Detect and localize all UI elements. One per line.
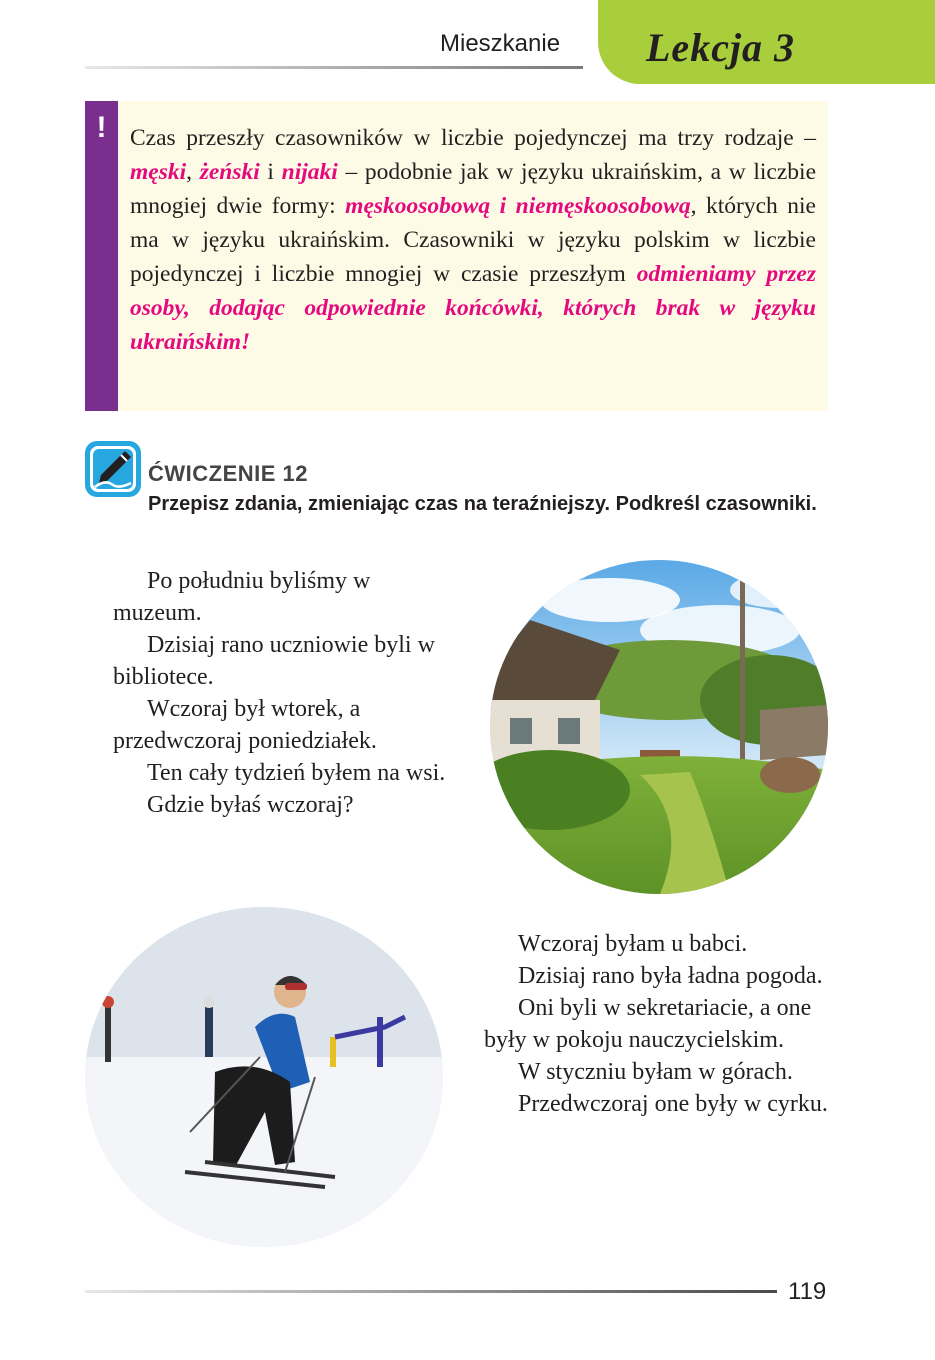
sentence: W styczniu byłam w górach. (518, 1059, 793, 1085)
sentence: Dzisiaj rano uczniowie byli w bibliotece. (113, 632, 435, 690)
sentence: Oni byli w sekretariacie, a one były w pokoju nauczycielskim. (484, 995, 812, 1053)
rule-text-part: , których nie ma w języku ukraińskim. Czasowniki w języku polskim w liczbie pojedynczej i liczbie mnogiej w czasie przeszłym (130, 193, 816, 287)
sentence: Dzisiaj rano była ładna pogoda. (518, 963, 823, 989)
section-title: Mieszkanie (440, 30, 561, 57)
page-number: 119 (788, 1278, 827, 1305)
sentence: Gdzie byłaś wczoraj? (147, 792, 354, 818)
lesson-title: Lekcja 3 (646, 25, 796, 70)
rule-highlight-masculine: męski (130, 159, 187, 185)
sentences-right (484, 928, 829, 1120)
sentence: Wczoraj był wtorek, a przedwczoraj poniedziałek. (113, 696, 377, 754)
rule-text-part: – podobnie jak w języku ukraińskim, a w liczbie mnogiej dwie formy: (130, 159, 816, 219)
village-photo (490, 560, 828, 894)
lesson-tab (598, 0, 935, 84)
exercise-title: ĆWICZENIE 12 (148, 461, 309, 486)
sentences-left (113, 565, 448, 821)
grammar-rule-box (85, 101, 828, 411)
rule-text-part: i (259, 159, 282, 185)
header-divider (85, 66, 583, 69)
pen-icon (85, 441, 141, 497)
sentence: Przedwczoraj one były w cyrku. (518, 1091, 828, 1117)
sentence: Po południu byliśmy w muzeum. (113, 568, 371, 626)
rule-highlight-plural-forms: męskoosobową i niemęskoosobową (345, 193, 691, 219)
exercise-instruction: Przepisz zdania, zmieniając czas na teraźniejszy. Podkreśl czasowniki. (148, 493, 817, 515)
sentence: Ten cały tydzień byłem na wsi. (147, 760, 446, 786)
footer-divider (85, 1290, 777, 1293)
skier-photo (85, 907, 443, 1247)
rule-highlight-neuter: nijaki (281, 159, 338, 185)
rule-text-part: Czas przeszły czasowników w liczbie pojedynczej ma trzy rodzaje – (130, 125, 816, 151)
sentence: Wczoraj byłam u babci. (518, 931, 748, 957)
rule-highlight-conjugation: odmieniamy przez osoby, dodając odpowiednie końcówki, których brak w języku ukraińskim! (130, 261, 816, 355)
rule-side-bar (85, 101, 118, 411)
rule-highlight-feminine: żeński (199, 159, 260, 185)
exclamation-icon: ! (96, 111, 107, 144)
rule-text-part: , (186, 159, 200, 185)
grammar-rule-text (130, 121, 816, 359)
